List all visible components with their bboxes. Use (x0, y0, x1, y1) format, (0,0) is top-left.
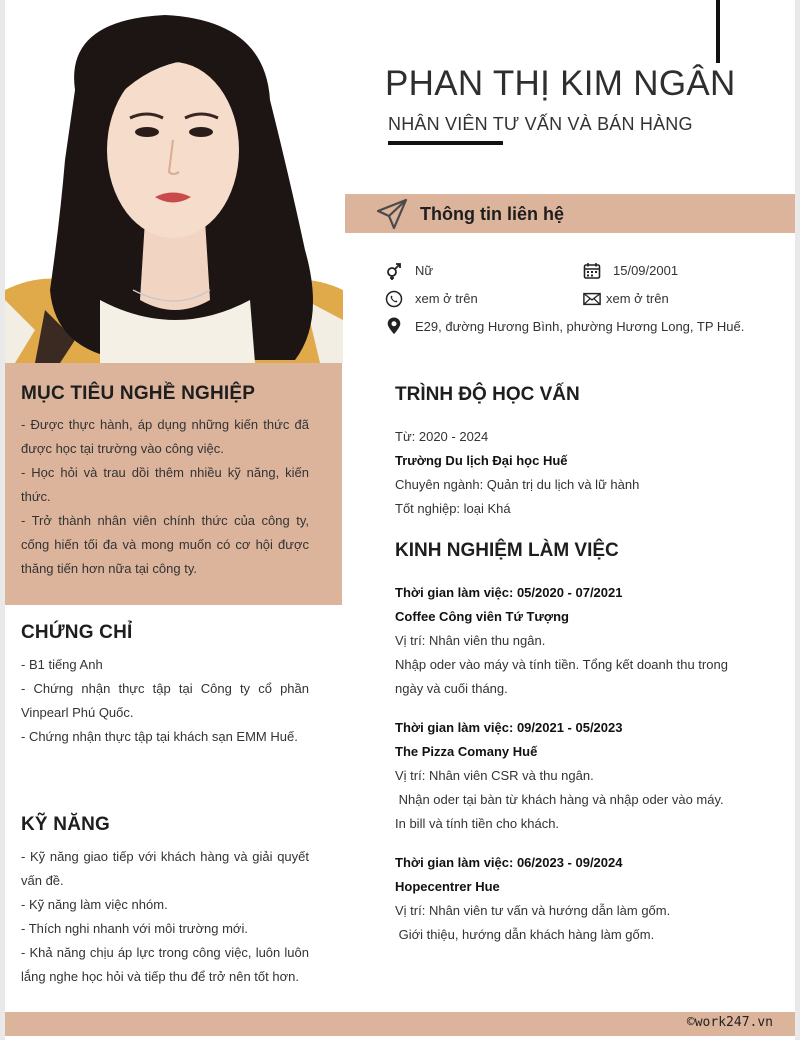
job-role: Vị trí: Nhân viên CSR và thu ngân. (395, 768, 594, 783)
certificates-list (21, 653, 309, 749)
job-period: Thời gian làm việc: 05/2020 - 07/2021 (395, 585, 623, 600)
job-entry (395, 581, 775, 701)
candidate-name: PHAN THỊ KIM NGÂN (385, 64, 736, 103)
location-pin-icon (385, 317, 403, 335)
job-description: Giới thiệu, hướng dẫn khách hàng làm gốm. (395, 927, 655, 942)
education-block (395, 425, 775, 521)
skill-item: - Thích nghi nhanh với môi trường mới. (21, 921, 248, 936)
experience-heading: KINH NGHIỆM LÀM VIỆC (395, 540, 619, 561)
email-icon (583, 290, 601, 308)
education-period: Từ: 2020 - 2024 (395, 429, 489, 444)
skill-item: - Kỹ năng làm việc nhóm. (21, 897, 168, 912)
resume-page (5, 0, 795, 1040)
education-major: Chuyên ngành: Quản trị du lịch và lữ hành (395, 477, 640, 492)
gender-value: Nữ (415, 263, 434, 278)
candidate-position: NHÂN VIÊN TƯ VẤN VÀ BÁN HÀNG (388, 114, 693, 134)
job-description: In bill và tính tiền cho khách. (395, 816, 560, 831)
title-underline (388, 141, 503, 145)
email-value[interactable]: xem ở trên (606, 291, 669, 306)
objective-heading: MỤC TIÊU NGHỀ NGHIỆP (21, 383, 256, 404)
job-company: The Pizza Comany Huế (395, 744, 538, 759)
education-grade: Tốt nghiệp: loại Khá (395, 501, 511, 516)
header-accent-bar (716, 0, 720, 63)
job-company: Hopecentrer Hue (395, 879, 500, 894)
job-role: Vị trí: Nhân viên thu ngân. (395, 633, 546, 648)
job-role: Vị trí: Nhân viên tư vấn và hướng dẫn làm gốm. (395, 903, 671, 918)
footer-bar (5, 1012, 795, 1036)
objective-line: - Trở thành nhân viên chính thức của công ty, cống hiến tối đa và mong muốn có cơ hội được thăng tiến hơn nữa tại công ty. (21, 513, 309, 576)
job-description: Nhận oder tại bàn từ khách hàng và nhập oder vào máy. (395, 792, 724, 807)
certificates-heading: CHỨNG CHỈ (21, 622, 133, 643)
job-entry (395, 716, 775, 836)
contact-heading: Thông tin liên hệ (420, 204, 564, 224)
job-description: ngày và cuối tháng. (395, 681, 508, 696)
certificate-item: - Chứng nhận thực tập tại Công ty cổ phần Vinpearl Phú Quốc. (21, 681, 309, 720)
gender-icon (385, 262, 403, 280)
objective-line: - Học hỏi và trau dồi thêm nhiều kỹ năng, kiến thức. (21, 465, 309, 504)
job-period: Thời gian làm việc: 06/2023 - 09/2024 (395, 855, 623, 870)
skill-item: - Kỹ năng giao tiếp với khách hàng và giải quyết vấn đề. (21, 849, 309, 888)
watermark: ©work247.vn (686, 1015, 773, 1030)
objective-line: - Được thực hành, áp dụng những kiến thức đã được học tại trường vào công việc. (21, 417, 309, 456)
job-company: Coffee Công viên Tứ Tượng (395, 609, 569, 624)
contact-header (345, 194, 795, 233)
certificate-item: - Chứng nhận thực tập tại khách sạn EMM Huế. (21, 729, 298, 744)
skills-heading: KỸ NĂNG (21, 814, 111, 835)
objective-text (21, 413, 309, 581)
education-school: Trường Du lịch Đại học Huế (395, 453, 568, 468)
dob-value: 15/09/2001 (613, 263, 679, 278)
certificate-item: - B1 tiếng Anh (21, 657, 103, 672)
skill-item: - Khả năng chịu áp lực trong công việc, luôn luôn lắng nghe học hỏi và tiếp thu để trở nên tốt hơn. (21, 945, 309, 984)
education-heading: TRÌNH ĐỘ HỌC VẤN (395, 384, 580, 405)
job-description: Nhập oder vào máy và tính tiền. Tổng kết doanh thu trong (395, 657, 728, 672)
job-period: Thời gian làm việc: 09/2021 - 05/2023 (395, 720, 623, 735)
phone-icon (385, 290, 403, 308)
paper-plane-icon (375, 197, 409, 231)
phone-value[interactable]: xem ở trên (415, 291, 478, 306)
profile-photo (5, 0, 343, 363)
objective-section (5, 363, 342, 605)
address-value: E29, đường Hương Bình, phường Hương Long, TP Huế. (415, 319, 745, 334)
job-entry (395, 851, 775, 947)
calendar-icon (583, 262, 601, 280)
skills-list (21, 845, 309, 989)
